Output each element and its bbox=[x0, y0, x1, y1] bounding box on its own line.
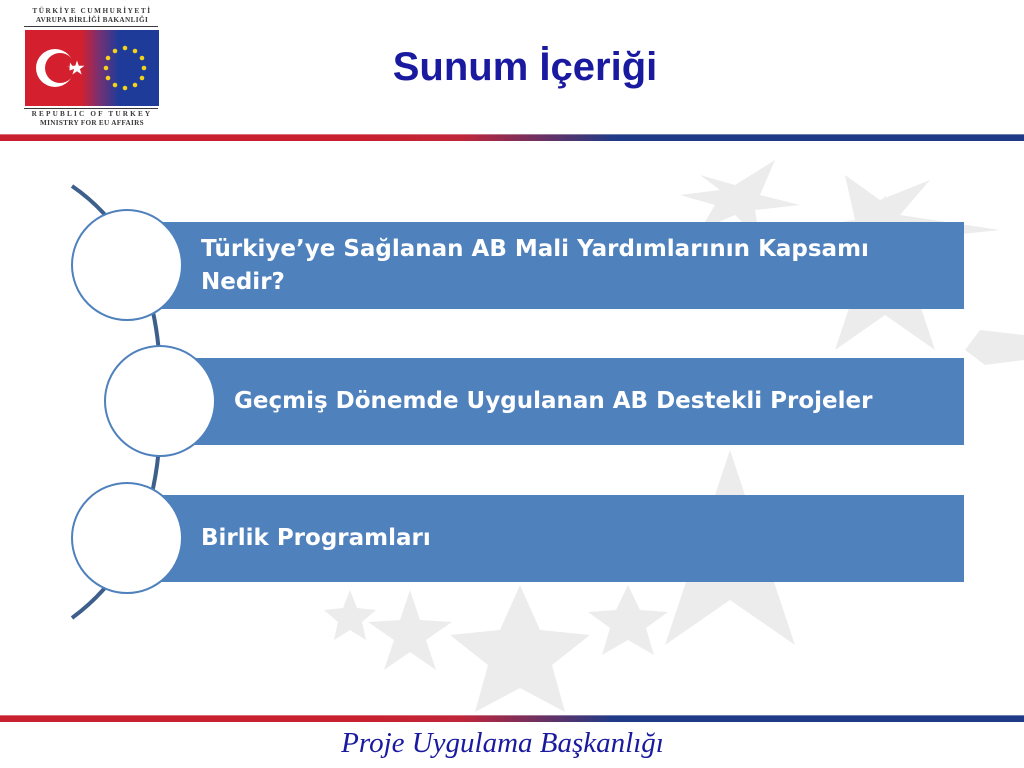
content-item-label: Birlik Programları bbox=[201, 525, 431, 551]
content-item-label: Türkiye’ye Sağlanan AB Mali Yardımlarının Kapsamı Nedir? bbox=[201, 235, 869, 295]
item-bullet-circle bbox=[104, 345, 216, 457]
content-item-label: Geçmiş Dönemde Uygulanan AB Destekli Projeler bbox=[234, 388, 873, 414]
item-bullet-circle bbox=[71, 209, 183, 321]
logo-text-line3: REPUBLIC OF TURKEY bbox=[31, 110, 153, 118]
content-item-1 bbox=[128, 222, 964, 309]
content-item-3 bbox=[128, 495, 964, 582]
item-bullet-circle bbox=[71, 482, 183, 594]
content-item-2 bbox=[158, 358, 964, 445]
footer-divider bbox=[0, 715, 1024, 722]
footer-text: Proje Uygulama Başkanlığı bbox=[341, 727, 664, 759]
logo-text-line1: TÜRKİYE CUMHURİYETİ bbox=[32, 7, 152, 15]
logo-text-line4: MINISTRY FOR EU AFFAIRS bbox=[40, 119, 144, 127]
logo-text-line2: AVRUPA BİRLİĞİ BAKANLIĞI bbox=[35, 16, 149, 24]
slide-title: Sunum İçeriği bbox=[392, 45, 658, 89]
